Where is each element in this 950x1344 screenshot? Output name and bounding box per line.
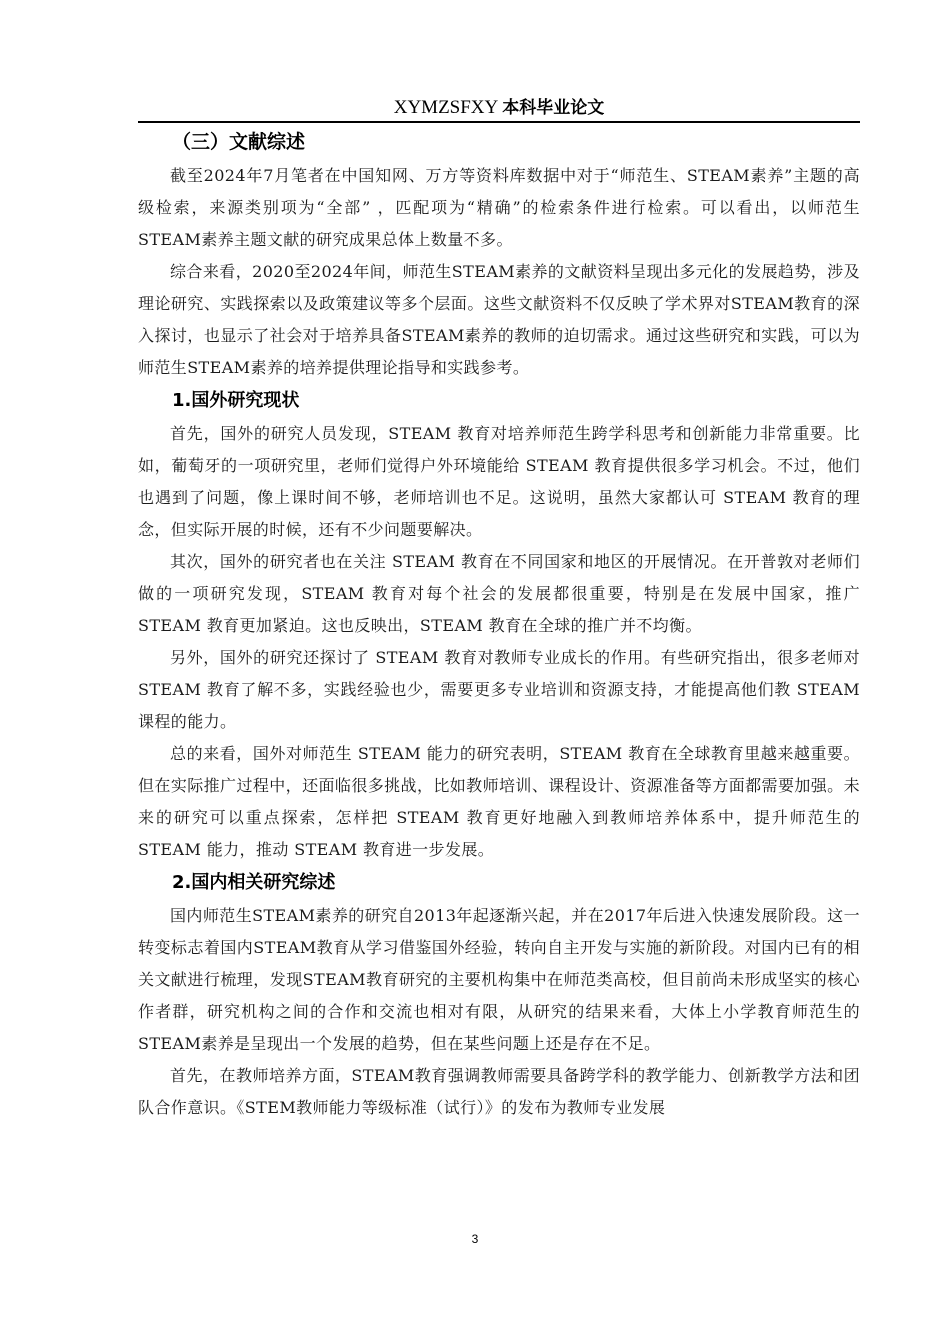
paragraph: 首先，国外的研究人员发现，STEAM 教育对培养师范生跨学科思考和创新能力非常重要。比如，葡萄牙的一项研究里，老师们觉得户外环境能给 STEAM 教育提供很多学习机会。不过，他们也遇到了问题，像上课时间不够，老师培训也不足。这说明，虽然大家都认可 STEAM 教育的理念，但实际开展的时候，还有不少问题要解决。	[138, 424, 860, 539]
paragraph: 总的来看，国外对师范生 STEAM 能力的研究表明，STEAM 教育在全球教育里越来越重要。但在实际推广过程中，还面临很多挑战，比如教师培训、课程设计、资源准备等方面都需要加强。未来的研究可以重点探索，怎样把 STEAM 教育更好地融入到教师培养体系中，提升师范生的 STEAM 能力，推动 STEAM 教育进一步发展。	[138, 744, 860, 859]
paragraph: 国内师范生STEAM素养的研究自2013年起逐渐兴起，并在2017年后进入快速发展阶段。这一转变标志着国内STEAM教育从学习借鉴国外经验，转向自主开发与实施的新阶段。对国内已有的相关文献进行梳理，发现STEAM教育研究的主要机构集中在师范类高校，但目前尚未形成坚实的核心作者群，研究机构之间的合作和交流也相对有限，从研究的结果来看，大体上小学教育师范生的STEAM素养是呈现出一个发展的趋势，但在某些问题上还是存在不足。	[138, 906, 860, 1053]
paragraph: 截至2024年7月笔者在中国知网、万方等资料库数据中对于“师范生、STEAM素养”主题的高级检索，来源类别项为“全部” ，匹配项为“精确”的检索条件进行检索。可以看出，以师范生STEAM素养主题文献的研究成果总体上数量不多。	[138, 166, 860, 249]
page-header	[138, 95, 860, 123]
paragraph: 其次，国外的研究者也在关注 STEAM 教育在不同国家和地区的开展情况。在开普敦对老师们做的一项研究发现，STEAM 教育对每个社会的发展都很重要，特别是在发展中国家，推广 STEAM 教育更加紧迫。这也反映出，STEAM 教育在全球的推广并不均衡。	[138, 552, 860, 635]
document-body	[138, 124, 860, 1124]
header-code: XYMZSFXY	[393, 97, 499, 118]
subsection-heading: 1.国外研究现状	[172, 390, 300, 411]
paragraph: 综合来看，2020至2024年间，师范生STEAM素养的文献资料呈现出多元化的发展趋势，涉及理论研究、实践探索以及政策建议等多个层面。这些文献资料不仅反映了学术界对STEAM教育的深入探讨，也显示了社会对于培养具备STEAM素养的教师的迫切需求。通过这些研究和实践，可以为师范生STEAM素养的培养提供理论指导和实践参考。	[138, 262, 860, 377]
paragraph: 首先，在教师培养方面，STEAM教育强调教师需要具备跨学科的教学能力、创新教学方法和团队合作意识。《STEM教师能力等级标准（试行）》的发布为教师专业发展	[138, 1066, 860, 1117]
header-title: 本科毕业论文	[502, 98, 605, 118]
paragraph: 另外，国外的研究还探讨了 STEAM 教育对教师专业成长的作用。有些研究指出，很多老师对 STEAM 教育了解不多，实践经验也少，需要更多专业培训和资源支持，才能提高他们教 STEAM 课程的能力。	[138, 648, 860, 731]
section-heading: （三）文献综述	[172, 131, 306, 153]
page-number: 3	[471, 1232, 479, 1246]
subsection-heading: 2.国内相关研究综述	[172, 872, 336, 893]
